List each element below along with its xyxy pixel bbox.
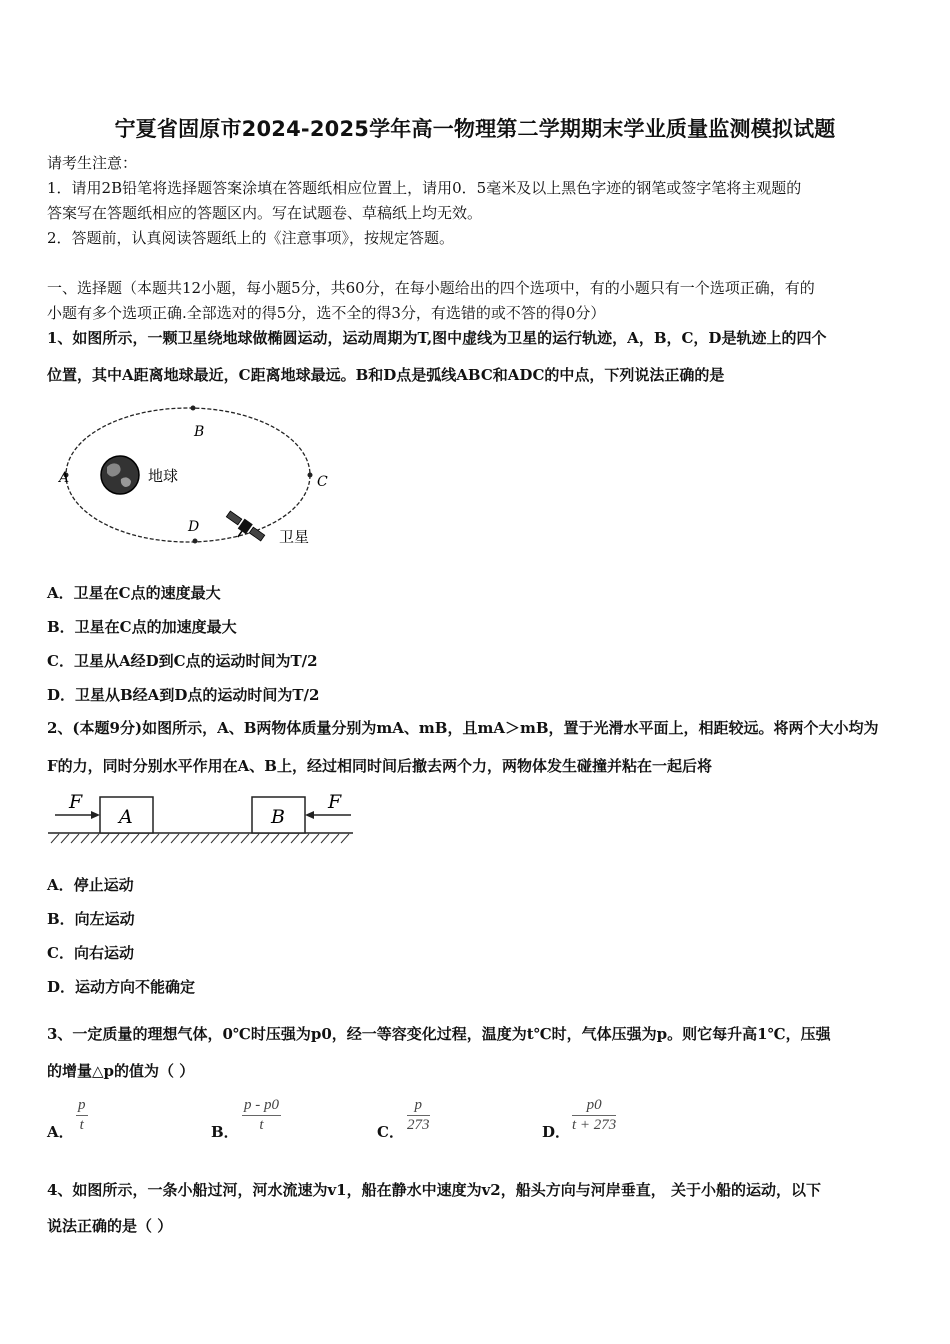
satellite-orbit-figure bbox=[55, 395, 345, 555]
point-b bbox=[191, 406, 196, 411]
question-1-text: 1、如图所示，一颗卫星绕地球做椭圆运动，运动周期为T,图中虚线为卫星的运行轨迹，A，B，C，D是轨迹上的四个 bbox=[47, 329, 827, 347]
earth-label: 地球 bbox=[148, 467, 179, 485]
notice-line: 1．请用2B铅笔将选择题答案涂填在答题纸相应位置上，请用0．5毫米及以上黑色字迹的钢笔或签字笔将主观题的 bbox=[47, 179, 802, 197]
page-title: 宁夏省固原市2024-2025学年高一物理第二学期期末学业质量监测模拟试题 bbox=[114, 117, 836, 141]
label-c: C bbox=[317, 474, 328, 490]
question-4-text: 4、如图所示，一条小船过河，河水流速为v1，船在静水中速度为v2，船头方向与河岸垂直， 关于小船的运动，以下 bbox=[47, 1181, 821, 1199]
question-4-text: 说法正确的是（ ） bbox=[47, 1217, 173, 1235]
block-a-label: A bbox=[119, 806, 133, 828]
q3-option-c[interactable]: C． bbox=[377, 1123, 404, 1141]
question-1-text: 位置，其中A距离地球最近，C距离地球最远。B和D点是弧线ABC和ADC的中点，下列说法正确的是 bbox=[47, 366, 725, 384]
q3-option-a[interactable]: A． bbox=[47, 1123, 74, 1141]
question-3-text: 3、一定质量的理想气体，0℃时压强为p0，经一等容变化过程，温度为t℃时，气体压强为p。则它每升高1℃，压强 bbox=[47, 1025, 831, 1043]
q3-option-d[interactable]: D． bbox=[542, 1123, 571, 1141]
notice-heading: 请考生注意： bbox=[47, 154, 138, 172]
q3-fraction-b: $\frac{p - p0}{t}$ bbox=[244, 1097, 279, 1133]
notice-line: 答案写在答题纸相应的答题区内。写在试题卷、草稿纸上均无效。 bbox=[47, 204, 483, 222]
section-instructions: 一、选择题（本题共12小题，每小题5分，共60分，在每小题给出的四个选项中，有的小题只有一个选项正确，有的 bbox=[47, 279, 815, 297]
question-2-text: 2、(本题9分)如图所示，A、B两物体质量分别为mA、mB，且mA＞mB，置于光滑水平面上，相距较远。将两个大小均为 bbox=[47, 719, 879, 737]
earth-icon bbox=[101, 456, 139, 494]
label-b: B bbox=[194, 424, 205, 440]
q2-option-a[interactable]: A．停止运动 bbox=[47, 876, 134, 894]
q1-option-c[interactable]: C．卫星从A经D到C点的运动时间为T/2 bbox=[47, 652, 318, 670]
ground-hatching bbox=[51, 834, 349, 843]
q2-option-b[interactable]: B．向左运动 bbox=[47, 910, 135, 928]
q1-option-d[interactable]: D．卫星从B经A到D点的运动时间为T/2 bbox=[47, 686, 320, 704]
block-b-label: B bbox=[271, 806, 285, 828]
q3-fraction-c: $\frac{p}{273}$ bbox=[407, 1097, 430, 1133]
q3-fraction-a: $\frac{p}{t}$ bbox=[78, 1097, 86, 1133]
section-instructions: 小题有多个选项正确.全部选对的得5分，选不全的得3分，有选错的或不答的得0分） bbox=[47, 304, 606, 322]
force-left-label: F bbox=[69, 791, 83, 813]
label-d: D bbox=[188, 519, 200, 535]
point-c bbox=[308, 473, 313, 478]
q2-option-d[interactable]: D．运动方向不能确定 bbox=[47, 978, 196, 996]
label-a: A bbox=[59, 470, 70, 486]
point-d bbox=[193, 539, 198, 544]
notice-line: 2．答题前，认真阅读答题纸上的《注意事项》，按规定答题。 bbox=[47, 229, 455, 247]
q1-option-b[interactable]: B．卫星在C点的加速度最大 bbox=[47, 618, 237, 636]
force-right-label: F bbox=[328, 791, 342, 813]
q3-fraction-d: $\frac{p0}{t + 273}$ bbox=[572, 1097, 617, 1133]
question-3-text: 的增量△p的值为（ ） bbox=[47, 1062, 195, 1080]
q3-option-b[interactable]: B． bbox=[211, 1123, 239, 1141]
q2-option-c[interactable]: C．向右运动 bbox=[47, 944, 134, 962]
satellite-label: 卫星 bbox=[279, 528, 310, 546]
q1-option-a[interactable]: A．卫星在C点的速度最大 bbox=[47, 584, 221, 602]
question-2-text: F的力，同时分别水平作用在A、B上，经过相同时间后撤去两个力，两物体发生碰撞并粘在一起后将 bbox=[47, 757, 712, 775]
blocks-figure bbox=[45, 785, 357, 850]
